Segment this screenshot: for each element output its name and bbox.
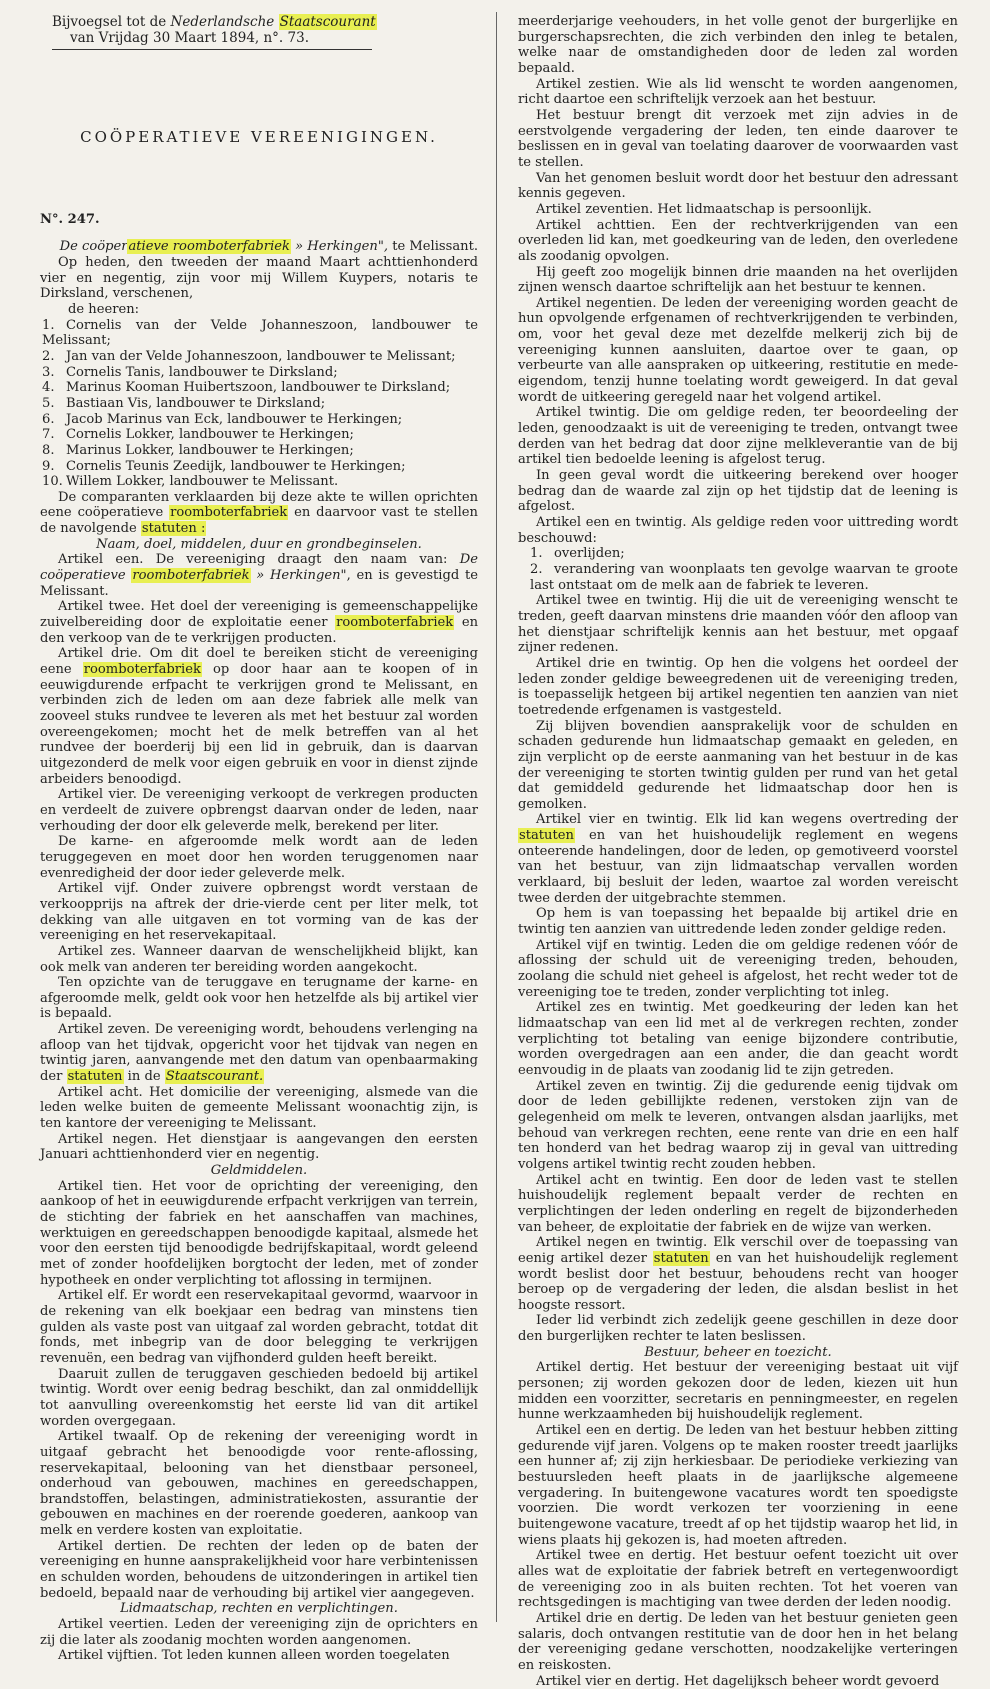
article: Artikel vier en twintig. Elk lid kan wegens overtreding der statuten en van het huishoudelijk reglement en wegens onteerende handelingen, door de leden, op gemotiveerd voorstel van het bestuur, van zijn lidmaatschap vervallen worden verklaard, bij besluit der leden, waartoe zal worden vereischt twee derden der uitgebrachte stemmen. bbox=[518, 812, 958, 906]
article: Artikel twee. Het doel der vereeniging is gemeenschappelijke zuivelbereiding door de exploitatie eener roomboterfabriek en den verkoop van de te verkrijgen producten. bbox=[40, 599, 478, 646]
list-item: 8. Marinus Lokker, landbouwer te Herkingen; bbox=[42, 442, 354, 458]
highlight: roomboterfabriek bbox=[336, 615, 454, 631]
list-item: 1. overlijden; bbox=[530, 546, 625, 562]
highlight: roomboterfabriek bbox=[170, 505, 288, 521]
highlight: statuten bbox=[519, 828, 574, 844]
list-item: 6. Jacob Marinus van Eck, landbouwer te Herkingen; bbox=[42, 411, 403, 427]
article: Van het genomen besluit wordt door het bestuur den adressant kennis gegeven. bbox=[518, 170, 958, 202]
article: Artikel een en twintig. Als geldige reden voor uittreding wordt beschouwd: bbox=[518, 515, 958, 546]
article: Het bestuur brengt dit verzoek met zijn advies in de eerstvolgende vergadering der leden, ten einde daarover te beslissen en in geval van toelating daarover de voorwaarden vast te stellen. bbox=[518, 107, 958, 170]
list-item: 4. Marinus Kooman Huibertszoon, landbouwer te Dirksland; bbox=[42, 380, 451, 396]
list-item: 7. Cornelis Lokker, landbouwer te Herkingen; bbox=[42, 427, 354, 443]
notice-number: N°. 247. bbox=[40, 211, 100, 227]
paragraph: de heeren: bbox=[68, 301, 140, 317]
reasons-list bbox=[528, 546, 958, 593]
list-item: 1. Cornelis van der Velde Johanneszoon, landbouwer te Melissant; bbox=[42, 317, 478, 349]
article: Artikel drie en twintig. Op hen die volgens het oordeel der leden zonder geldige beweegredenen uit de vereeniging treden, is toepasselijk hetgeen bij artikel negentien ten aanzien van niet toetredende erfgenamen is vastgesteld. bbox=[518, 655, 958, 718]
list-item: 9. Cornelis Teunis Zeedijk, landbouwer te Herkingen; bbox=[42, 458, 406, 474]
list-item: 2. Jan van der Velde Johanneszoon, landbouwer te Melissant; bbox=[42, 348, 456, 364]
list-item: 5. Bastiaan Vis, landbouwer te Dirksland; bbox=[42, 395, 326, 411]
article: Artikel zeven. De vereeniging wordt, behoudens verlenging na afloop van het tijdvak, opgericht voor het tijdvak van negen en twintig jaren, aanvangende met den datum van openbaarmaking der statuten in de Staatscourant. bbox=[40, 1022, 478, 1085]
subheading: Lidmaatschap, rechten en verplichtingen. bbox=[120, 1601, 398, 1617]
article: Artikel twee en twintig. Hij die uit de vereeniging wenscht te treden, geeft daarvan minstens drie maanden vóór den afloop van het dienstjaar schriftelijk kennis aan het bestuur, met opgaaf zijner redenen. bbox=[518, 593, 958, 656]
subheading: Bestuur, beheer en toezicht. bbox=[644, 1344, 832, 1360]
article: Artikel zeventien. Het lidmaatschap is persoonlijk. bbox=[536, 201, 872, 217]
highlight: Staatscourant. bbox=[165, 1069, 264, 1085]
article: Artikel acht. Het domicilie der vereeniging, alsmede van die leden welke buiten de gemeente Melissant woonachtig zijn, is ten kantore der vereeniging te Melissant. bbox=[40, 1084, 478, 1132]
article: Artikel vijf en twintig. Leden die om geldige redenen vóór de aflossing der schuld uit de vereeniging treden, behouden, zoolang die schuld niet geheel is afgelost, het recht weder tot de vereeniging toe te treden, zonder verplichting tot inleg. bbox=[518, 937, 958, 1000]
paragraph: meerderjarige veehouders, in het volle genot der burgerlijke en burgerschapsrechten, die zich verbinden den inleg te betalen, welke naar de omstandigheden door de leden zal worden bepaald. bbox=[518, 14, 958, 76]
list-item: 2. verandering van woonplaats ten gevolge waarvan te groote last ontstaat om de melk aan de fabriek te leveren. bbox=[530, 561, 958, 593]
article: Artikel zes. Wanneer daarvan de wenschelijkheid blijkt, kan ook melk van anderen ter bereiding worden aangekocht. bbox=[40, 943, 478, 975]
section-title: COÖPERATIEVE VEREENIGINGEN. bbox=[80, 128, 438, 146]
highlight: statuten : bbox=[141, 521, 206, 537]
article: Artikel achttien. Een der rechtverkrijgenden van een overleden lid kan, met goedkeuring van de leden, den overledene als zoodanig opvolgen. bbox=[518, 217, 958, 264]
gazette-header bbox=[52, 14, 478, 46]
article: Artikel twintig. Die om geldige reden, ter beoordeeling der leden, genoodzaakt is uit de vereeniging te treden, ontvangt twee derden van het bedrag dat door zijne melkleverantie van de bij artikel tien bedoelde leening is afgelost terug. bbox=[518, 405, 958, 468]
persons-list bbox=[40, 318, 478, 490]
highlight: atieve roomboterfabriek bbox=[128, 239, 290, 255]
article: Artikel acht en twintig. Een door de leden vast te stellen huishoudelijk reglement bepaalt verder de rechten en verplichtingen der leden onderling en regelt de bijzonderheden van beheer, de exploitatie der fabriek en de wijze van werken. bbox=[518, 1172, 958, 1235]
article: Artikel negen en twintig. Elk verschil over de toepassing van eenig artikel dezer statuten en van het huishoudelijk reglement wordt beslist door het bestuur, behoudens recht van hooger beroep op de vergadering der leden, die alsdan beslist in het hoogste ressort. bbox=[518, 1235, 958, 1313]
article: Op hem is van toepassing het bepaalde bij artikel drie en twintig ten aanzien van uittredende leden zonder geldige reden. bbox=[518, 906, 958, 938]
article: Ieder lid verbindt zich zedelijk geene geschillen in deze door den burgerlijken rechter te laten beslissen. bbox=[518, 1313, 958, 1345]
highlight: statuten bbox=[67, 1069, 123, 1085]
article: Artikel elf. Er wordt een reservekapitaal gevormd, waarvoor in de rekening van elk boekjaar een bedrag van minstens tien gulden als vaste post van uitgaaf zal worden gebracht, totdat dit fonds, met inbegrip van de door belegging te verkrijgen revenuën, een bedrag van vijfhonderd gulden heeft bereikt. bbox=[40, 1288, 478, 1366]
article: Artikel drie en dertig. De leden van het bestuur genieten geen salaris, doch ontvangen restitutie van de door hen in het belang der vereeniging gedane verschotten, noodzakelijke verteringen en reiskosten. bbox=[518, 1610, 958, 1673]
article: Artikel twaalf. Op de rekening der vereeniging wordt in uitgaaf gebracht het benoodigde voor rente-aflossing, reservekapitaal, belooning van het dienstbaar personeel, onderhoud van gebouwen, machines en gereedschappen, brandstoffen, belastingen, administratiekosten, assurantie der gebouwen en machines en der roerende goederen, aankoop van melk en verdere kosten van exploitatie. bbox=[40, 1429, 478, 1539]
article: Artikel zeven en twintig. Zij die gedurende eenig tijdvak om door de leden gebillijkte redenen, verstoken zijn van de gelegenheid om melk te leveren, ontvangen alsdan jaarlijks, met behoud van verkregen rechten, eene rente van drie en een half ten honderd van het bedrag waarop zij in geval van uittreding volgens artikel twintig recht zouden hebben. bbox=[518, 1078, 958, 1172]
subheading: Geldmiddelen. bbox=[210, 1163, 308, 1179]
highlight: statuten bbox=[653, 1250, 709, 1266]
right-column bbox=[518, 14, 958, 1689]
article: Artikel drie. Om dit doel te bereiken sticht de vereeniging eene roomboterfabriek op door haar aan te koopen of in eeuwigdurende erfpacht te verkrijgen grond te Melissant, en verbinden zich de leden om aan deze fabriek alle melk van zooveel stuks rundvee te leveren als met het bestuur zal worden overeengekomen; mocht het de melk betreffen van al het rundvee der boerderij bij een lid in gebruik, dan is daarvan uitgezonderd de melk voor eigen gebruik en voor in dienst zijnde arbeiders benoodigd. bbox=[40, 646, 479, 787]
left-column bbox=[40, 14, 478, 1664]
header-line-1: Bijvoegsel tot de Nederlandsche Staatscourant bbox=[52, 14, 376, 30]
paragraph: Op heden, den tweeden der maand Maart achttienhonderd vier en negentig, zijn voor mij Willem Kuypers, notaris te Dirksland, verschenen, bbox=[40, 254, 478, 302]
paragraph: De comparanten verklaarden bij deze akte te willen oprichten eene coöperatieve roomboterfabriek en daarvoor vast te stellen de navolgende statuten : bbox=[40, 489, 478, 537]
article: Daaruit zullen de teruggaven geschieden bedoeld bij artikel twintig. Wordt over eenig bedrag beschikt, dan zal onmiddellijk tot aanvulling overeenkomstig het eerste lid van dit artikel worden overgegaan. bbox=[40, 1366, 478, 1429]
article: Artikel vijftien. Tot leden kunnen alleen worden toegelaten bbox=[58, 1648, 450, 1664]
highlight: roomboterfabriek bbox=[83, 662, 201, 678]
highlight: Staatscourant bbox=[279, 14, 376, 30]
article: Artikel tien. Het voor de oprichting der vereeniging, den aankoop of het in eeuwigdurende erfpacht verkrijgen van terrein, de stichting der fabriek en het aanschaffen van machines, werktuigen en gereedschappen benoodigde kapitaal, alsmede het voor den eersten tijd benoodigde bedrijfskapitaal, wordt geleend met of zonder hoofdelijken borgtocht der leden, met of zonder hypotheek en onder verplichting tot aflossing in termijnen. bbox=[40, 1178, 478, 1288]
article: Artikel vier. De vereeniging verkoopt de verkregen producten en verdeelt de zuivere opbrengst daarvan onder de leden, naar verhouding der door elk geleverde melk, berekend per liter. bbox=[40, 787, 478, 834]
article: Artikel een en dertig. De leden van het bestuur hebben zitting gedurende vijf jaren. Volgens op te maken rooster treedt jaarlijks een hunner af; zij zijn herkiesbaar. De periodieke verkiezing van bestuursleden heeft plaats in de jaarlijksche algemeene vergadering. In buitengewone vacatures wordt ten spoedigste voorzien. Die wordt verkozen ter voorziening in eene buitengewone vacature, treedt af op het tijdstip waarop het lid, in wiens plaats hij gekozen is, had moeten aftreden. bbox=[518, 1423, 958, 1548]
list-item: 10. Willem Lokker, landbouwer te Melissant. bbox=[42, 474, 339, 490]
header-line-2: van Vrijdag 30 Maart 1894, n°. 73. bbox=[70, 30, 309, 46]
article: Artikel vier en dertig. Het dagelijksch beheer wordt gevoerd bbox=[536, 1673, 940, 1689]
header-rule bbox=[52, 49, 372, 50]
column-divider bbox=[496, 12, 497, 1622]
article: In geen geval wordt die uitkeering berekend over hooger bedrag dan de waarde zal zijn op het tijdstip dat de leening is afgelost. bbox=[518, 468, 958, 515]
list-item: 3. Cornelis Tanis, landbouwer te Dirksland; bbox=[42, 364, 338, 380]
article: Artikel dertig. Het bestuur der vereeniging bestaat uit vijf personen; zij worden gekozen door de leden, kiezen uit hun midden een voorzitter, secretaris en penningmeester, en regelen hunne werkzaamheden bij huishoudelijk reglement. bbox=[518, 1360, 958, 1423]
article: Artikel zes en twintig. Met goedkeuring der leden kan het lidmaatschap van een lid met al de verkregen rechten, zonder verplichting tot betaling van eenige bijzondere contributie, worden overgedragen aan een ander, die dan geacht wordt eenvoudig in de plaats van zoodanig lid te zijn getreden. bbox=[518, 1000, 958, 1078]
article: Artikel zestien. Wie als lid wenscht te worden aangenomen, richt daartoe een schriftelijk verzoek aan het bestuur. bbox=[518, 76, 958, 108]
subheading: Naam, doel, middelen, duur en grondbeginselen. bbox=[96, 536, 422, 552]
article: De karne- en afgeroomde melk wordt aan de leden teruggegeven en moet door hen worden teruggenomen naar evenredigheid der door ieder geleverde melk. bbox=[40, 834, 478, 881]
article: Artikel veertien. Leden der vereeniging zijn de oprichters en zij die later als zoodanig mochten worden aangenomen. bbox=[40, 1617, 478, 1648]
article: Artikel vijf. Onder zuivere opbrengst wordt verstaan de verkoopprijs na aftrek der drie-vierde cent per liter melk, tot dekking van alle uitgaven en tot vorming van de kas der vereeniging en het reservekapitaal. bbox=[40, 881, 478, 944]
notice-heading: De coöperatieve roomboterfabriek » Herkingen", te Melissant. bbox=[59, 239, 478, 255]
article: Artikel dertien. De rechten der leden op de baten der vereeniging en hunne aansprakelijkheid voor hare verbintenissen en schulden worden, behoudens de uitzonderingen in artikel tien bedoeld, bepaald naar de verhouding bij artikel vier aangegeven. bbox=[40, 1538, 478, 1601]
article: Artikel negen. Het dienstjaar is aangevangen den eersten Januari achttienhonderd vier en negentig. bbox=[40, 1131, 478, 1163]
article: Artikel negentien. De leden der vereeniging worden geacht de hun opvolgende erfgenamen of rechtverkrijgenden te verbinden, om, voor het geval deze met dezelfde melkerij zich bij de vereeniging kunnen aansluiten, daartoe over te gaan, op verbeurte van alle aanspraken op uitkeering, restitutie en mede-eigendom, tenzij hunne toelating wordt geweigerd. In dat geval wordt de uitkeering geregeld naar het volgend artikel. bbox=[518, 295, 958, 405]
article: Artikel een. De vereeniging draagt den naam van: De coöperatieve roomboterfabriek » Herkingen", en is gevestigd te Melissant. bbox=[40, 552, 479, 599]
article: Ten opzichte van de teruggave en terugname der karne- en afgeroomde melk, geldt ook voor hen hetzelfde als bij artikel vier is bepaald. bbox=[40, 975, 478, 1022]
article: Zij blijven bovendien aansprakelijk voor de schulden en schaden gedurende hun lidmaatschap gemaakt en geleden, en zijn verplicht op de eerste aanmaning van het bestuur in de kas der vereeniging te storten twintig gulden per rund van het getal dat gemiddeld gedurende het lidmaatschap door hen is gemolken. bbox=[518, 718, 958, 812]
article: Artikel twee en dertig. Het bestuur oefent toezicht uit over alles wat de exploitatie der fabriek betreft en vertegenwoordigt de vereeniging zoo in als buiten rechten. Tot het voeren van rechtsgedingen is machtiging van twee derden der leden noodig. bbox=[518, 1548, 958, 1611]
article: Hij geeft zoo mogelijk binnen drie maanden na het overlijden zijnen wensch daartoe schriftelijk aan het bestuur te kennen. bbox=[518, 264, 958, 296]
highlight: roomboterfabriek bbox=[132, 568, 250, 584]
